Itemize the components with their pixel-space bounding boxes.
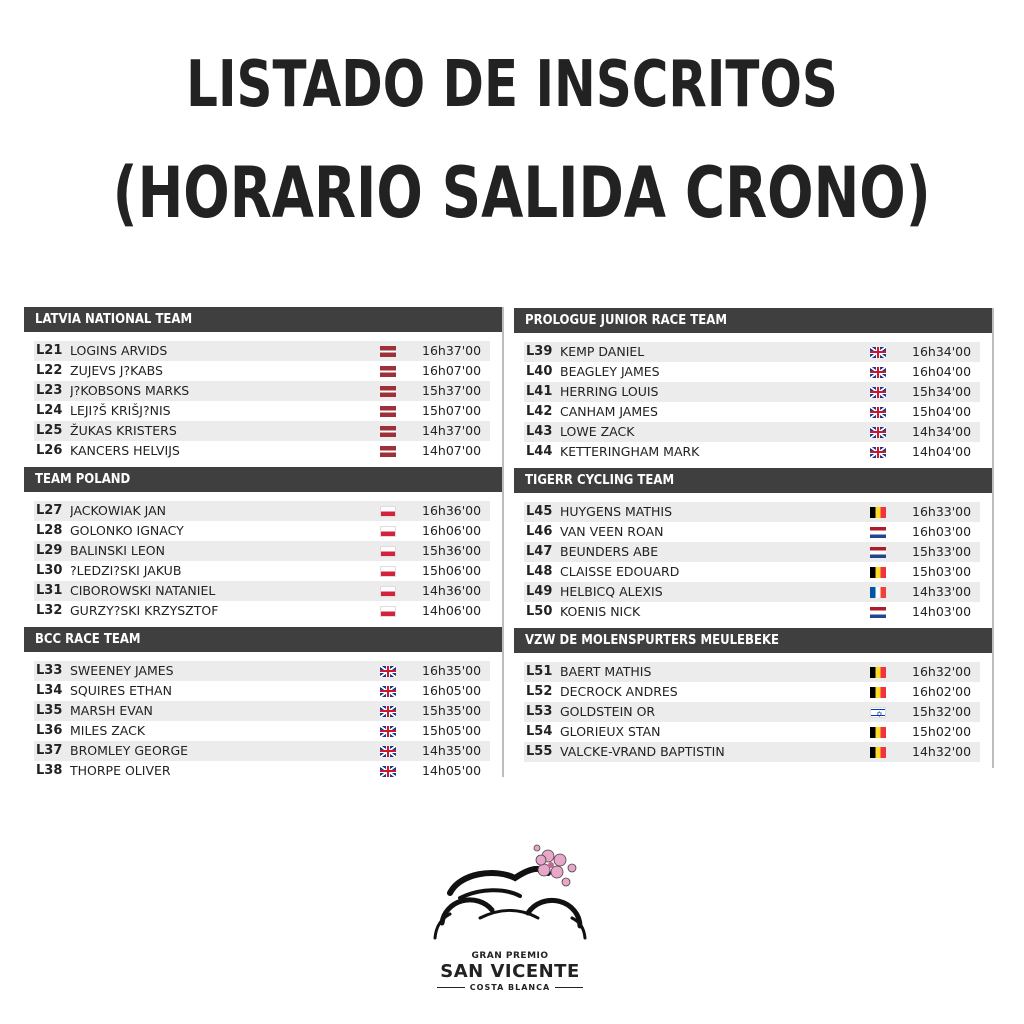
flag-lv-icon <box>380 426 396 437</box>
flag-gb-icon <box>380 726 396 737</box>
start-time: 14h07'00 <box>422 443 482 458</box>
flag-gb-icon <box>380 666 396 677</box>
rider-name: VAN VEEN ROAN <box>560 524 664 539</box>
rider-number: L26 <box>36 443 63 458</box>
start-time: 15h04'00 <box>912 404 972 419</box>
rider-row <box>524 562 980 582</box>
rider-name: MARSH EVAN <box>70 703 153 718</box>
rider-row <box>34 521 490 541</box>
rider-row <box>524 702 980 722</box>
rider-name: LOGINS ARVIDS <box>70 343 168 358</box>
rider-number: L45 <box>526 504 553 519</box>
rider-list <box>514 333 992 468</box>
flag-gb-icon <box>870 387 886 398</box>
flag-be-icon <box>870 727 886 738</box>
rider-number: L42 <box>526 404 553 419</box>
rider-number: L50 <box>526 604 553 619</box>
rider-list <box>514 493 992 628</box>
flag-gb-icon <box>870 347 886 358</box>
start-time: 15h37'00 <box>422 383 482 398</box>
rider-number: L52 <box>526 684 553 699</box>
rider-number: L30 <box>36 563 63 578</box>
rider-number: L25 <box>36 423 63 438</box>
rider-list <box>24 332 502 467</box>
rider-number: L41 <box>526 384 553 399</box>
rider-name: THORPE OLIVER <box>70 763 171 778</box>
rider-row <box>524 582 980 602</box>
start-time: 15h34'00 <box>912 384 972 399</box>
flag-gb-icon <box>380 766 396 777</box>
rider-row <box>524 742 980 762</box>
rider-row <box>34 541 490 561</box>
start-time: 16h04'00 <box>912 364 972 379</box>
flag-fr-icon <box>870 587 886 598</box>
flag-pl-icon <box>380 606 396 617</box>
start-time: 16h37'00 <box>422 343 482 358</box>
rider-number: L27 <box>36 503 63 518</box>
team-header: TIGERR CYCLING TEAM <box>514 468 992 493</box>
rider-row <box>524 542 980 562</box>
rider-name: LOWE ZACK <box>560 424 635 439</box>
rider-name: BEUNDERS ABE <box>560 544 659 559</box>
rider-number: L46 <box>526 524 553 539</box>
event-logo <box>420 838 600 998</box>
flag-be-icon <box>870 667 886 678</box>
rider-row <box>34 701 490 721</box>
flag-pl-icon <box>380 526 396 537</box>
flag-gb-icon <box>380 686 396 697</box>
rider-number: L35 <box>36 703 63 718</box>
rider-row <box>524 402 980 422</box>
rider-name: LEJI?Š KRIŠJ?NIS <box>70 403 171 418</box>
flag-gb-icon <box>870 447 886 458</box>
rider-row <box>524 682 980 702</box>
rider-name: KEMP DANIEL <box>560 344 645 359</box>
rider-number: L43 <box>526 424 553 439</box>
rider-number: L55 <box>526 744 553 759</box>
start-time: 15h07'00 <box>422 403 482 418</box>
start-time: 16h36'00 <box>422 503 482 518</box>
rider-name: KANCERS HELVIJS <box>70 443 180 458</box>
rider-number: L49 <box>526 584 553 599</box>
rider-name: BROMLEY GEORGE <box>70 743 189 758</box>
flag-gb-icon <box>870 427 886 438</box>
rider-number: L47 <box>526 544 553 559</box>
start-time: 14h06'00 <box>422 603 482 618</box>
rider-list <box>514 653 992 768</box>
team-header: BCC RACE TEAM <box>24 627 502 652</box>
team-header: VZW DE MOLENSPURTERS MEULEBEKE <box>514 628 992 653</box>
rider-name: HELBICQ ALEXIS <box>560 584 663 599</box>
start-time: 16h05'00 <box>422 683 482 698</box>
rider-number: L37 <box>36 743 63 758</box>
flag-lv-icon <box>380 406 396 417</box>
rider-number: L21 <box>36 343 63 358</box>
cyclist-logo-icon <box>420 838 600 953</box>
start-time: 14h04'00 <box>912 444 972 459</box>
rider-name: GURZY?SKI KRZYSZTOF <box>70 603 219 618</box>
rider-number: L51 <box>526 664 553 679</box>
logo-line-3: COSTA BLANCA <box>420 983 600 992</box>
start-time: 14h37'00 <box>422 423 482 438</box>
start-time: 15h02'00 <box>912 724 972 739</box>
rider-name: DECROCK ANDRES <box>560 684 678 699</box>
right-column <box>514 308 994 768</box>
rider-name: BALINSKI LEON <box>70 543 165 558</box>
start-time: 14h05'00 <box>422 763 482 778</box>
rider-row <box>524 382 980 402</box>
rider-name: GLORIEUX STAN <box>560 724 661 739</box>
rider-row <box>34 741 490 761</box>
rider-row <box>524 502 980 522</box>
team-header: TEAM POLAND <box>24 467 502 492</box>
rider-row <box>34 681 490 701</box>
flag-nl-icon <box>870 547 886 558</box>
rider-name: CANHAM JAMES <box>560 404 658 419</box>
rider-number: L28 <box>36 523 63 538</box>
start-time: 15h36'00 <box>422 543 482 558</box>
logo-line-2: SAN VICENTE <box>440 961 580 982</box>
team-section <box>24 627 502 787</box>
team-header: LATVIA NATIONAL TEAM <box>24 307 502 332</box>
rider-row <box>34 661 490 681</box>
start-time: 16h03'00 <box>912 524 972 539</box>
flag-lv-icon <box>380 446 396 457</box>
rider-number: L32 <box>36 603 63 618</box>
start-time: 16h35'00 <box>422 663 482 678</box>
rider-name: CIBOROWSKI NATANIEL <box>70 583 216 598</box>
start-time: 14h34'00 <box>912 424 972 439</box>
rider-row <box>34 441 490 461</box>
rider-name: SWEENEY JAMES <box>70 663 174 678</box>
rider-number: L44 <box>526 444 553 459</box>
start-time: 16h07'00 <box>422 363 482 378</box>
rider-number: L54 <box>526 724 553 739</box>
flag-pl-icon <box>380 586 396 597</box>
rider-row <box>34 401 490 421</box>
rider-row <box>34 341 490 361</box>
rider-name: ŽUKAS KRISTERS <box>70 423 177 438</box>
rider-row <box>524 422 980 442</box>
rider-name: HUYGENS MATHIS <box>560 504 673 519</box>
flag-be-icon <box>870 747 886 758</box>
rider-name: HERRING LOUIS <box>560 384 659 399</box>
team-section <box>514 468 992 628</box>
rider-name: CLAISSE EDOUARD <box>560 564 680 579</box>
flag-pl-icon <box>380 566 396 577</box>
start-time: 15h05'00 <box>422 723 482 738</box>
rider-number: L23 <box>36 383 63 398</box>
flower-icon <box>534 845 576 886</box>
rider-row <box>34 361 490 381</box>
flag-be-icon <box>870 567 886 578</box>
flag-gb-icon <box>870 407 886 418</box>
rider-number: L22 <box>36 363 63 378</box>
rider-number: L33 <box>36 663 63 678</box>
flag-pl-icon <box>380 506 396 517</box>
left-column <box>24 307 504 777</box>
rider-name: SQUIRES ETHAN <box>70 683 172 698</box>
flag-be-icon <box>870 507 886 518</box>
logo-line-1: GRAN PREMIO <box>471 951 549 961</box>
start-time: 14h33'00 <box>912 584 972 599</box>
rider-name: MILES ZACK <box>70 723 146 738</box>
rider-name: GOLONKO IGNACY <box>70 523 184 538</box>
start-time: 16h32'00 <box>912 664 972 679</box>
team-section <box>24 307 502 467</box>
start-time: 15h06'00 <box>422 563 482 578</box>
flag-pl-icon <box>380 546 396 557</box>
rider-list <box>24 492 502 627</box>
rider-name: KETTERINGHAM MARK <box>560 444 700 459</box>
start-time: 15h32'00 <box>912 704 972 719</box>
flag-gb-icon <box>380 706 396 717</box>
rider-name: BEAGLEY JAMES <box>560 364 660 379</box>
flag-be-icon <box>870 687 886 698</box>
flag-il-icon <box>870 707 886 718</box>
rider-number: L40 <box>526 364 553 379</box>
rider-row <box>524 662 980 682</box>
rider-row <box>524 342 980 362</box>
rider-name: GOLDSTEIN OR <box>560 704 656 719</box>
rider-row <box>34 581 490 601</box>
flag-lv-icon <box>380 386 396 397</box>
rider-number: L24 <box>36 403 63 418</box>
rider-number: L38 <box>36 763 63 778</box>
rider-row <box>34 381 490 401</box>
rider-name: BAERT MATHIS <box>560 664 652 679</box>
rider-number: L53 <box>526 704 553 719</box>
rider-row <box>34 601 490 621</box>
rider-row <box>524 522 980 542</box>
rider-row <box>34 501 490 521</box>
rider-row <box>34 721 490 741</box>
page-title: LISTADO DE INSCRITOS <box>186 48 838 122</box>
rider-row <box>34 421 490 441</box>
rider-name: VALCKE-VRAND BAPTISTIN <box>560 744 725 759</box>
start-time: 16h06'00 <box>422 523 482 538</box>
rider-row <box>524 602 980 622</box>
start-time: 16h33'00 <box>912 504 972 519</box>
team-section <box>24 467 502 627</box>
flag-nl-icon <box>870 607 886 618</box>
rider-number: L36 <box>36 723 63 738</box>
rider-name: JACKOWIAK JAN <box>70 503 167 518</box>
rider-row <box>524 362 980 382</box>
flag-gb-icon <box>870 367 886 378</box>
rider-row <box>34 561 490 581</box>
start-time: 15h03'00 <box>912 564 972 579</box>
team-section <box>514 628 992 768</box>
rider-name: KOENIS NICK <box>560 604 641 619</box>
start-time: 14h36'00 <box>422 583 482 598</box>
rider-name: ZUJEVS J?KABS <box>70 363 163 378</box>
rider-name: ?LEDZI?SKI JAKUB <box>70 563 182 578</box>
rider-number: L34 <box>36 683 63 698</box>
rider-number: L39 <box>526 344 553 359</box>
flag-nl-icon <box>870 527 886 538</box>
start-time: 14h03'00 <box>912 604 972 619</box>
rider-row <box>524 722 980 742</box>
rider-number: L29 <box>36 543 63 558</box>
flag-lv-icon <box>380 366 396 377</box>
team-header: PROLOGUE JUNIOR RACE TEAM <box>514 308 992 333</box>
start-time: 14h35'00 <box>422 743 482 758</box>
rider-number: L31 <box>36 583 63 598</box>
team-section <box>514 308 992 468</box>
flag-lv-icon <box>380 346 396 357</box>
start-time: 16h34'00 <box>912 344 972 359</box>
start-time: 15h35'00 <box>422 703 482 718</box>
start-time: 15h33'00 <box>912 544 972 559</box>
rider-list <box>24 652 502 787</box>
page-subtitle: (HORARIO SALIDA CRONO) <box>112 152 931 234</box>
start-time: 16h02'00 <box>912 684 972 699</box>
start-time: 14h32'00 <box>912 744 972 759</box>
rider-name: J?KOBSONS MARKS <box>70 383 190 398</box>
rider-row <box>34 761 490 781</box>
rider-row <box>524 442 980 462</box>
flag-gb-icon <box>380 746 396 757</box>
rider-number: L48 <box>526 564 553 579</box>
